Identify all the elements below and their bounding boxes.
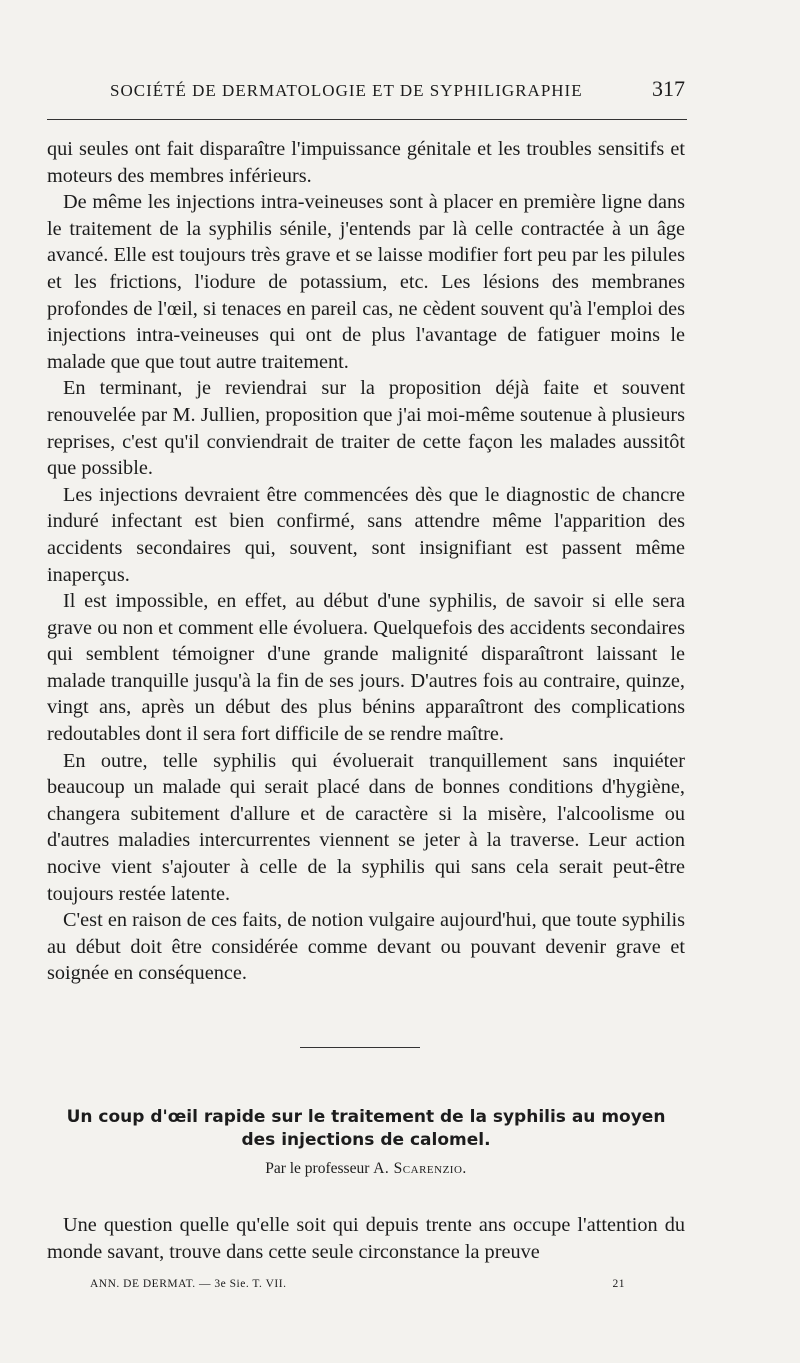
section-body (47, 1212, 685, 1265)
section-title: Un coup d'œil rapide sur le traitement de la syphilis au moyen des injections de calomel. (66, 1107, 666, 1150)
section-author (47, 1160, 685, 1178)
footer-signature: ANN. DE DERMAT. — 3e Sie. T. VII. (90, 1278, 287, 1290)
paragraph: En terminant, je reviendrai sur la proposition déjà faite et souvent renouvelée par M. Jullien, proposition que j'ai moi-même soutenue à plusieurs reprises, c'est qu'il conviendrait de traiter de cette façon les malades aussitôt que possible. (47, 377, 685, 480)
paragraph: Les injections devraient être commencées dès que le diagnostic de chancre induré infectant est bien confirmé, sans attendre même l'apparition des accidents secondaires qui, souvent, sont insignifiant est passent même inaperçus. (47, 483, 685, 586)
page-footer (90, 1278, 625, 1290)
sheet-number: 21 (612, 1278, 625, 1290)
paragraph: De même les injections intra-veineuses sont à placer en première ligne dans le traitement de la syphilis sénile, j'entends par là celle contractée à un âge avancé. Elle est toujours très grave et se laisse modifier fort peu par les pilules et les frictions, l'iodure de potassium, etc. Les lésions des membranes profondes de l'œil, si tenaces en pareil cas, ne cèdent souvent qu'à l'emploi des injections intra-veineuses qui ont de plus l'avantage de fatiguer moins le malade que que tout autre traitement. (47, 191, 685, 373)
paragraph: Il est impossible, en effet, au début d'une syphilis, de savoir si elle sera grave ou non et comment elle évoluera. Quelquefois des accidents secondaires qui semblent témoigner d'une grande malignité disparaîtront laissant le malade tranquille jusqu'à la fin de ses jours. D'autres fois au contraire, quinze, vingt ans, après un début des plus bénins apparaîtront des complications redoutables dont il sera fort difficile de se rendre maître. (47, 590, 685, 746)
page-number: 317 (652, 76, 685, 101)
body-text (47, 136, 685, 987)
paragraph: C'est en raison de ces faits, de notion vulgaire aujourd'hui, que toute syphilis au début doit être considérée comme devant ou pouvant devenir grave et soignée en conséquence. (47, 909, 685, 985)
running-title: SOCIÉTÉ DE DERMATOLOGIE ET DE SYPHILIGRAPHIE (110, 81, 583, 100)
paragraph: Une question quelle qu'elle soit qui depuis trente ans occupe l'attention du monde savant, trouve dans cette seule circonstance la preuve (47, 1214, 685, 1263)
author-prefix: Par le professeur (265, 1160, 374, 1177)
section-divider (300, 1047, 420, 1048)
paragraph: qui seules ont fait disparaître l'impuissance génitale et les troubles sensitifs et moteurs des membres inférieurs. (47, 138, 685, 187)
paragraph: En outre, telle syphilis qui évoluerait tranquillement sans inquiéter beaucoup un malade qui serait placé dans de bonnes conditions d'hygiène, changera subitement d'allure et de caractère si la misère, l'alcoolisme ou d'autres maladies intercurrentes viennent se jeter à la traverse. Leur action nocive vient s'ajouter à celle de la syphilis qui sans cela serait peut-être toujours restée latente. (47, 749, 685, 905)
running-header (110, 76, 685, 102)
author-name: A. Scarenzio. (373, 1160, 467, 1177)
header-rule (47, 119, 687, 120)
